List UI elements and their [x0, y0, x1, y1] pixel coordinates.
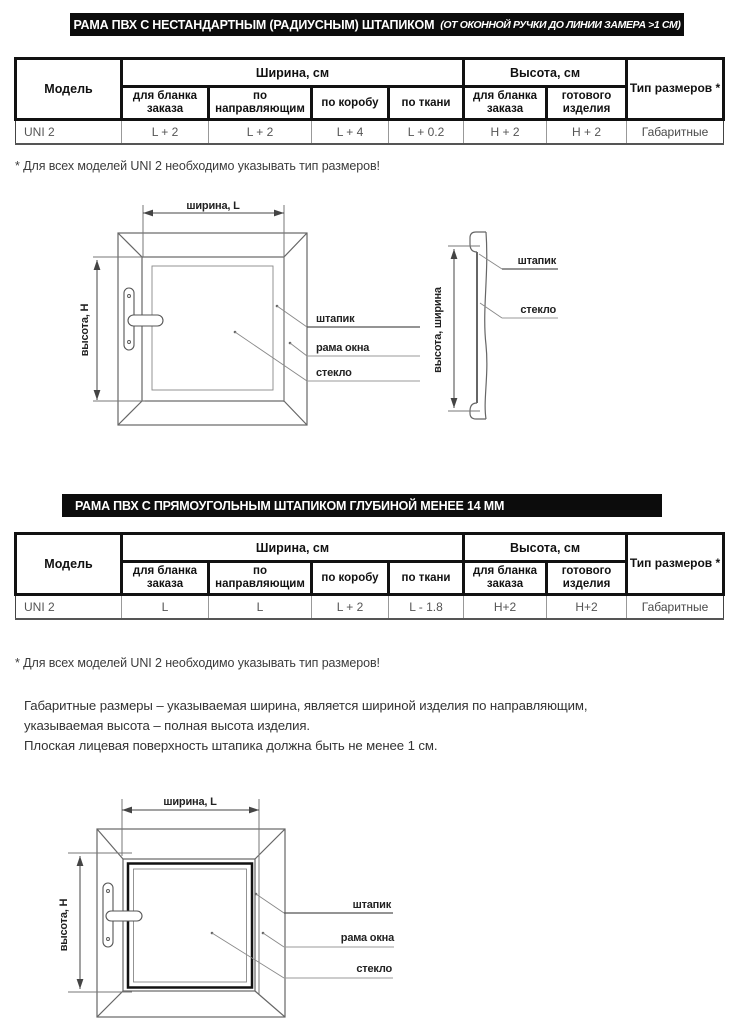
bead-label: штапик [316, 313, 355, 325]
cell-w1: L [122, 595, 209, 619]
window-diagram-rect [50, 783, 470, 1024]
section-subtitle: (ОТ ОКОННОЙ РУЧКИ ДО ЛИНИИ ЗАМЕРА >1 СМ) [440, 18, 681, 31]
col-header-finished: готового изделия [547, 87, 627, 120]
sub-header-row [16, 87, 724, 120]
col-header-rails: по направляющим [209, 87, 312, 120]
frame-inner-edge [123, 859, 255, 991]
height-dimension [58, 853, 132, 992]
col-header-finished: готового изделия [547, 562, 627, 595]
col-group-height: Высота, см [464, 534, 627, 562]
height-dimension [79, 257, 145, 401]
profile-wavy-edge [485, 232, 487, 419]
cell-size-type: Габаритные [627, 595, 724, 619]
footnote-size-type: * Для всех моделей UNI 2 необходимо указывать тип размеров! [15, 656, 380, 670]
cell-h1: H + 2 [464, 120, 547, 144]
section-title: РАМА ПВХ С НЕСТАНДАРТНЫМ (РАДИУСНЫМ) ШТАПИКОМ [73, 17, 435, 32]
window-frame-front [97, 829, 285, 1017]
window-diagram-radius [55, 193, 580, 443]
cell-w4: L - 1.8 [389, 595, 464, 619]
paragraph-line: Плоская лицевая поверхность штапика должна быть не менее 1 см. [24, 737, 438, 753]
dimension-explanation [24, 696, 664, 755]
bead-hook-top [470, 232, 486, 252]
width-dimension [122, 796, 259, 994]
callout-frame [262, 932, 395, 947]
col-group-width: Ширина, см [122, 59, 464, 87]
frame-outer-edge [118, 233, 307, 425]
col-header-model: Модель [16, 59, 122, 120]
col-header-size-type: Тип размеров * [627, 534, 724, 595]
cell-w3: L + 4 [312, 120, 389, 144]
bead-label: штапик [352, 899, 391, 911]
side-callout-glass [480, 303, 558, 318]
section-header-radius-bead [70, 13, 684, 36]
width-dimension-label: ширина, L [163, 796, 217, 808]
dimensions-table-radius [14, 57, 725, 145]
col-header-order-blank-h: для бланка заказа [464, 562, 547, 595]
glass-label: стекло [356, 963, 392, 975]
col-group-width: Ширина, см [122, 534, 464, 562]
col-header-box: по коробу [312, 87, 389, 120]
section-header-rect-bead [62, 494, 662, 517]
side-bead-label: штапик [517, 255, 556, 267]
col-header-order-blank-w: для бланка заказа [122, 87, 209, 120]
side-glass-label: стекло [520, 304, 556, 316]
col-header-model: Модель [16, 534, 122, 595]
dimensions-table-rect [14, 532, 725, 620]
col-header-fabric: по ткани [389, 562, 464, 595]
frame-inner-edge [142, 257, 284, 401]
table-row [16, 595, 724, 619]
frame-mitre-lines [97, 829, 285, 1017]
rect-bead-edge [128, 864, 252, 988]
col-group-height: Высота, см [464, 59, 627, 87]
col-header-order-blank-h: для бланка заказа [464, 87, 547, 120]
callout-bead [276, 305, 420, 327]
width-dimension-label: ширина, L [186, 200, 240, 212]
group-header-row [16, 59, 724, 87]
cell-h1: H+2 [464, 595, 547, 619]
side-dimension-label: высота, ширина [432, 287, 444, 373]
cell-size-type: Габаритные [627, 120, 724, 144]
col-header-box: по коробу [312, 562, 389, 595]
glass-label: стекло [316, 367, 352, 379]
frame-mitre-lines [118, 233, 307, 425]
frame-label: рама окна [340, 932, 394, 944]
paragraph-line: Габаритные размеры – указываемая ширина, является шириной изделия по направляющим, указываемая высота – полная высота изделия. [24, 698, 588, 733]
width-dimension [143, 200, 284, 402]
frame-label: рама окна [316, 342, 370, 354]
col-header-size-type: Тип размеров * [627, 59, 724, 120]
cell-w4: L + 0.2 [389, 120, 464, 144]
cell-w3: L + 2 [312, 595, 389, 619]
col-header-order-blank-w: для бланка заказа [122, 562, 209, 595]
callout-frame [289, 342, 420, 356]
glass-edge [134, 869, 247, 982]
col-header-fabric: по ткани [389, 87, 464, 120]
height-dimension-label: высота, H [79, 303, 91, 357]
window-handle-icon [124, 288, 163, 350]
group-header-row [16, 534, 724, 562]
sub-header-row [16, 562, 724, 595]
cell-w2: L + 2 [209, 120, 312, 144]
col-header-rails: по направляющим [209, 562, 312, 595]
table-row [16, 120, 724, 144]
height-dimension-label: высота, H [58, 898, 70, 952]
cell-h2: H+2 [547, 595, 627, 619]
footnote-size-type: * Для всех моделей UNI 2 необходимо указывать тип размеров! [15, 159, 380, 173]
window-frame-front [118, 233, 307, 425]
cell-h2: H + 2 [547, 120, 627, 144]
callout-bead [255, 893, 393, 913]
cell-w2: L [209, 595, 312, 619]
cell-w1: L + 2 [122, 120, 209, 144]
side-callout-bead [479, 254, 558, 269]
cell-model: UNI 2 [16, 595, 122, 619]
window-profile-side-view [432, 232, 558, 419]
section-title: РАМА ПВХ С ПРЯМОУГОЛЬНЫМ ШТАПИКОМ ГЛУБИНОЙ МЕНЕЕ 14 ММ [75, 498, 505, 513]
cell-model: UNI 2 [16, 120, 122, 144]
glass-edge [152, 266, 273, 390]
